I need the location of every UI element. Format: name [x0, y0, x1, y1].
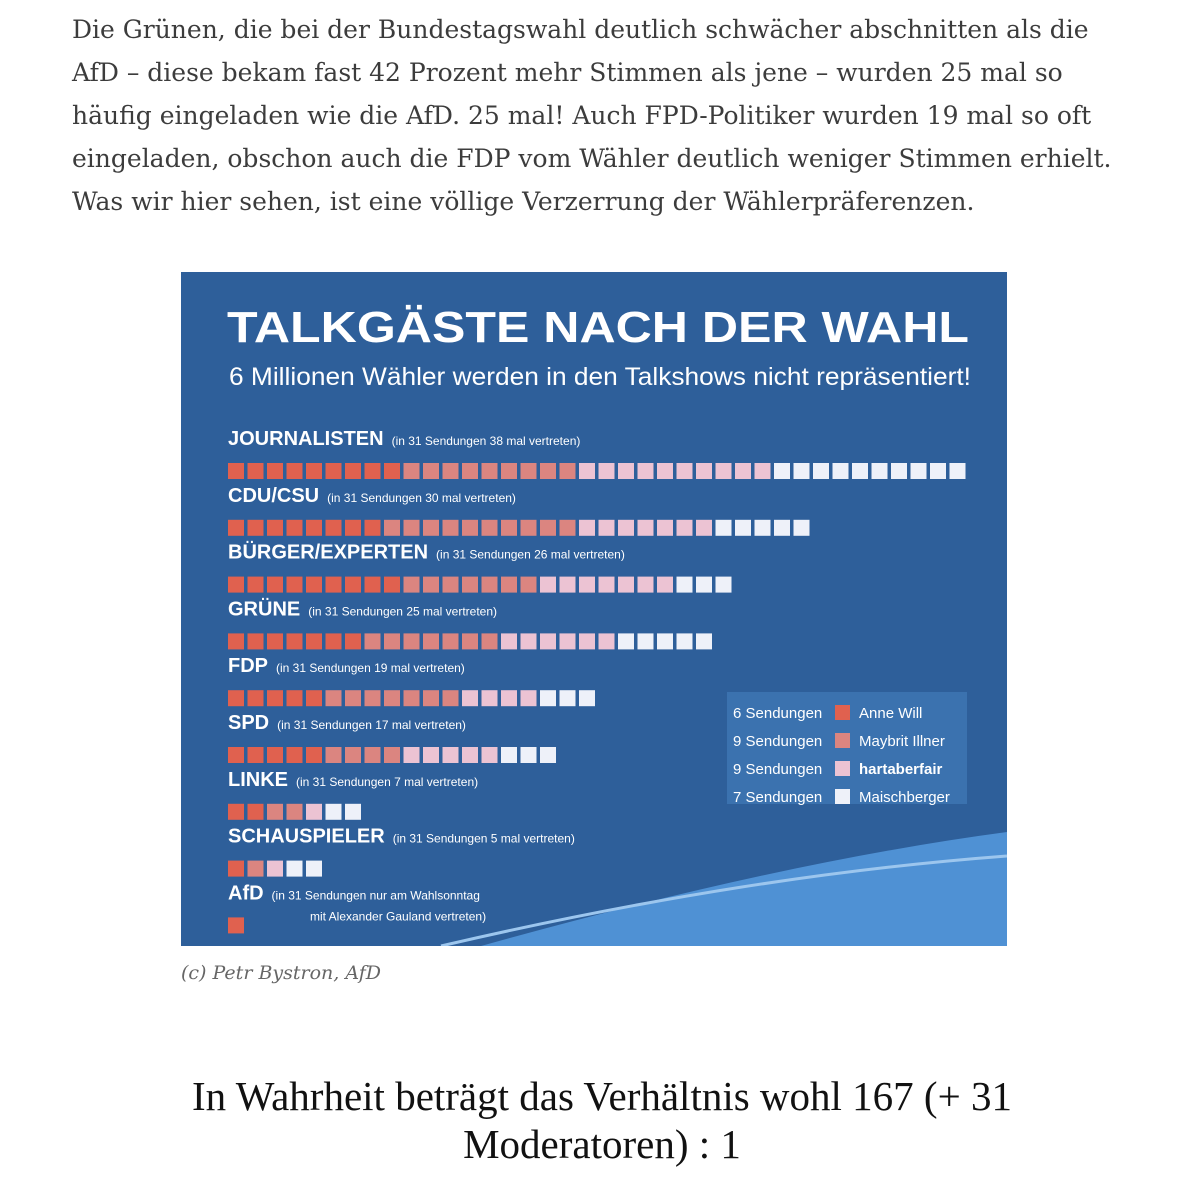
bar-square [267, 577, 283, 593]
bar-square [248, 861, 264, 877]
bar-square [345, 463, 361, 479]
bar-square [677, 520, 693, 536]
bar-square [657, 633, 673, 649]
bar-square [306, 577, 322, 593]
bar-square [794, 463, 810, 479]
bar-square [423, 690, 439, 706]
infographic-chart [181, 272, 1007, 946]
bar-square [365, 577, 381, 593]
bar-square [677, 577, 693, 593]
bar-square [345, 804, 361, 820]
bar-square [228, 917, 244, 933]
bar-square [579, 577, 595, 593]
bar-square [599, 633, 615, 649]
bar-square [462, 690, 478, 706]
bar-square [248, 463, 264, 479]
bar-square [423, 520, 439, 536]
category-annotation: (in 31 Sendungen 19 mal vertreten) [276, 661, 465, 676]
bar-square [579, 520, 595, 536]
bar-square [618, 520, 634, 536]
bar-square [345, 577, 361, 593]
bar-square [482, 690, 498, 706]
bar-square [618, 463, 634, 479]
bar-square [638, 463, 654, 479]
bar-square [501, 747, 517, 763]
bar-square [326, 690, 342, 706]
bar-square [638, 633, 654, 649]
bar-square [521, 633, 537, 649]
bar-square [618, 577, 634, 593]
bar-square [228, 463, 244, 479]
legend-swatch [835, 733, 850, 748]
bar-square [248, 520, 264, 536]
bar-square [345, 747, 361, 763]
bar-square [657, 520, 673, 536]
bar-square [482, 633, 498, 649]
bar-square [287, 747, 303, 763]
bar-square [326, 463, 342, 479]
bar-square [267, 463, 283, 479]
bar-square [248, 804, 264, 820]
bar-square [287, 633, 303, 649]
bar-square [950, 463, 966, 479]
bar-square [462, 633, 478, 649]
bar-square [228, 520, 244, 536]
bar-square [618, 633, 634, 649]
category-label: JOURNALISTEN [228, 428, 384, 450]
legend-label: Anne Will [859, 705, 923, 722]
bar-square [423, 577, 439, 593]
bar-square [326, 577, 342, 593]
bar-square [287, 690, 303, 706]
bar-square [579, 690, 595, 706]
bar-square [540, 520, 556, 536]
bar-square [443, 690, 459, 706]
bar-square [326, 633, 342, 649]
legend-label: Maischberger [859, 789, 950, 806]
bar-square [443, 747, 459, 763]
bar-square [365, 463, 381, 479]
bar-square [248, 747, 264, 763]
bar-square [306, 747, 322, 763]
bar-square [521, 463, 537, 479]
bar-square [306, 463, 322, 479]
bar-square [287, 463, 303, 479]
bar-square [774, 463, 790, 479]
bar-square [735, 520, 751, 536]
bar-square [540, 463, 556, 479]
chart-title: TALKGÄSTE NACH DER WAHL [227, 303, 969, 352]
bar-square [267, 633, 283, 649]
category-annotation: (in 31 Sendungen nur am Wahlsonntag [271, 888, 480, 903]
bar-square [501, 520, 517, 536]
bar-square [462, 577, 478, 593]
category-label: CDU/CSU [228, 484, 320, 507]
bar-square [384, 577, 400, 593]
bar-square [599, 463, 615, 479]
bar-square [521, 747, 537, 763]
bar-square [560, 690, 576, 706]
bar-square [306, 690, 322, 706]
bar-square [540, 747, 556, 763]
bar-square [638, 577, 654, 593]
bar-square [326, 804, 342, 820]
bar-square [384, 690, 400, 706]
bar-square [345, 690, 361, 706]
category-annotation-line2: mit Alexander Gauland vertreten) [310, 909, 487, 924]
bar-square [228, 804, 244, 820]
bar-square [540, 633, 556, 649]
bar-square [501, 633, 517, 649]
bar-square [267, 520, 283, 536]
bar-square [501, 577, 517, 593]
bar-square [267, 690, 283, 706]
category-label: GRÜNE [228, 598, 301, 621]
bar-square [365, 747, 381, 763]
bar-square [423, 463, 439, 479]
legend-label: hartaberfair [859, 761, 943, 778]
bar-square [716, 463, 732, 479]
conclusion-heading: In Wahrheit beträgt das Verhältnis wohl 167 (+ 31 Moderatoren) : 1 [192, 1073, 1012, 1167]
category-label: LINKE [228, 768, 288, 791]
bar-square [228, 747, 244, 763]
bar-square [462, 520, 478, 536]
bar-square [716, 577, 732, 593]
bar-square [384, 747, 400, 763]
bar-square [560, 463, 576, 479]
bar-square [560, 577, 576, 593]
bar-square [443, 633, 459, 649]
legend-swatch [835, 705, 850, 720]
bar-square [521, 520, 537, 536]
category-annotation: (in 31 Sendungen 38 mal vertreten) [391, 434, 581, 448]
bar-square [833, 463, 849, 479]
bar-square [267, 804, 283, 820]
legend-count: 7 Sendungen [733, 789, 823, 806]
bar-square [482, 577, 498, 593]
bar-square [872, 463, 888, 479]
chart-subtitle: 6 Millionen Wähler werden in den Talkshows nicht repräsentiert! [229, 363, 971, 391]
bar-square [345, 520, 361, 536]
bar-square [911, 463, 927, 479]
bar-square [560, 633, 576, 649]
bar-square [404, 633, 420, 649]
bar-square [579, 633, 595, 649]
bar-square [423, 633, 439, 649]
bar-square [696, 577, 712, 593]
bar-square [696, 633, 712, 649]
bar-square [228, 861, 244, 877]
bar-square [306, 633, 322, 649]
bar-square [443, 520, 459, 536]
bar-square [482, 520, 498, 536]
bar-square [404, 747, 420, 763]
category-annotation: (in 31 Sendungen 17 mal vertreten) [277, 718, 466, 732]
bar-square [248, 690, 264, 706]
bar-square [774, 520, 790, 536]
legend-swatch [835, 789, 850, 804]
bar-square [599, 520, 615, 536]
category-label: FDP [228, 655, 268, 678]
bar-square [482, 463, 498, 479]
bar-square [540, 577, 556, 593]
bar-square [423, 747, 439, 763]
bar-square [735, 463, 751, 479]
bar-square [404, 690, 420, 706]
bar-square [345, 633, 361, 649]
bar-square [696, 463, 712, 479]
legend-count: 6 Sendungen [733, 705, 823, 722]
bar-square [404, 577, 420, 593]
category-annotation: (in 31 Sendungen 25 mal vertreten) [308, 604, 498, 619]
category-label: SCHAUSPIELER [228, 825, 385, 848]
bar-square [306, 804, 322, 820]
bar-square [365, 520, 381, 536]
bar-square [365, 633, 381, 649]
legend-count: 9 Sendungen [733, 761, 823, 778]
bar-square [930, 463, 946, 479]
legend-swatch [835, 761, 850, 776]
bar-square [443, 463, 459, 479]
bar-square [287, 804, 303, 820]
category-annotation: (in 31 Sendungen 5 mal vertreten) [392, 831, 575, 846]
bar-square [599, 577, 615, 593]
bar-square [891, 463, 907, 479]
bar-square [287, 520, 303, 536]
bar-square [540, 690, 556, 706]
category-label: BÜRGER/EXPERTEN [228, 541, 429, 564]
image-caption: (c) Petr Bystron, AfD [181, 962, 382, 984]
bar-square [306, 520, 322, 536]
bar-square [813, 463, 829, 479]
article-paragraph: Die Grünen, die bei der Bundestagswahl deutlich schwächer abschnitten als die AfD – diese bekam fast 42 Prozent mehr Stimmen als jene – wurden 25 mal so häufig eingeladen wie die AfD. 25 mal! Auch FPD-Politiker wurden 19 mal so oft eingeladen, obschon auch die FDP vom Wähler deutlich weniger Stimmen erhielt. Was wir hier sehen, ist eine völlige Verzerrung der Wählerpräferenzen. [72, 15, 1112, 216]
bar-square [248, 633, 264, 649]
bar-square [365, 690, 381, 706]
bar-square [560, 520, 576, 536]
category-label: SPD [228, 712, 270, 734]
bar-square [501, 463, 517, 479]
bar-square [482, 747, 498, 763]
bar-square [852, 463, 868, 479]
bar-square [521, 577, 537, 593]
category-annotation: (in 31 Sendungen 7 mal vertreten) [296, 774, 479, 789]
bar-square [287, 861, 303, 877]
bar-square [755, 463, 771, 479]
bar-square [248, 577, 264, 593]
bar-square [326, 747, 342, 763]
bar-square [443, 577, 459, 593]
bar-square [462, 463, 478, 479]
bar-square [306, 861, 322, 877]
bar-square [716, 520, 732, 536]
bar-square [657, 577, 673, 593]
background-wave [481, 832, 1007, 946]
bar-square [677, 463, 693, 479]
legend-count: 9 Sendungen [733, 733, 823, 750]
category-label: AfD [228, 882, 264, 905]
bar-square [579, 463, 595, 479]
bar-square [677, 633, 693, 649]
bar-square [228, 577, 244, 593]
bar-square [794, 520, 810, 536]
bar-square [404, 463, 420, 479]
bar-square [384, 520, 400, 536]
bar-square [404, 520, 420, 536]
legend-label: Maybrit Illner [859, 733, 945, 750]
bar-square [696, 520, 712, 536]
bar-square [384, 463, 400, 479]
bar-square [228, 633, 244, 649]
talkshow-guests-infographic [181, 272, 1007, 946]
bar-square [267, 861, 283, 877]
bar-square [384, 633, 400, 649]
bar-square [521, 690, 537, 706]
bar-square [638, 520, 654, 536]
bar-square [287, 577, 303, 593]
category-annotation: (in 31 Sendungen 26 mal vertreten) [436, 547, 625, 562]
bar-square [326, 520, 342, 536]
bar-square [657, 463, 673, 479]
bar-square [755, 520, 771, 536]
bar-square [462, 747, 478, 763]
bar-square [501, 690, 517, 706]
bar-square [267, 747, 283, 763]
bar-square [228, 690, 244, 706]
category-annotation: (in 31 Sendungen 30 mal vertreten) [327, 490, 516, 505]
